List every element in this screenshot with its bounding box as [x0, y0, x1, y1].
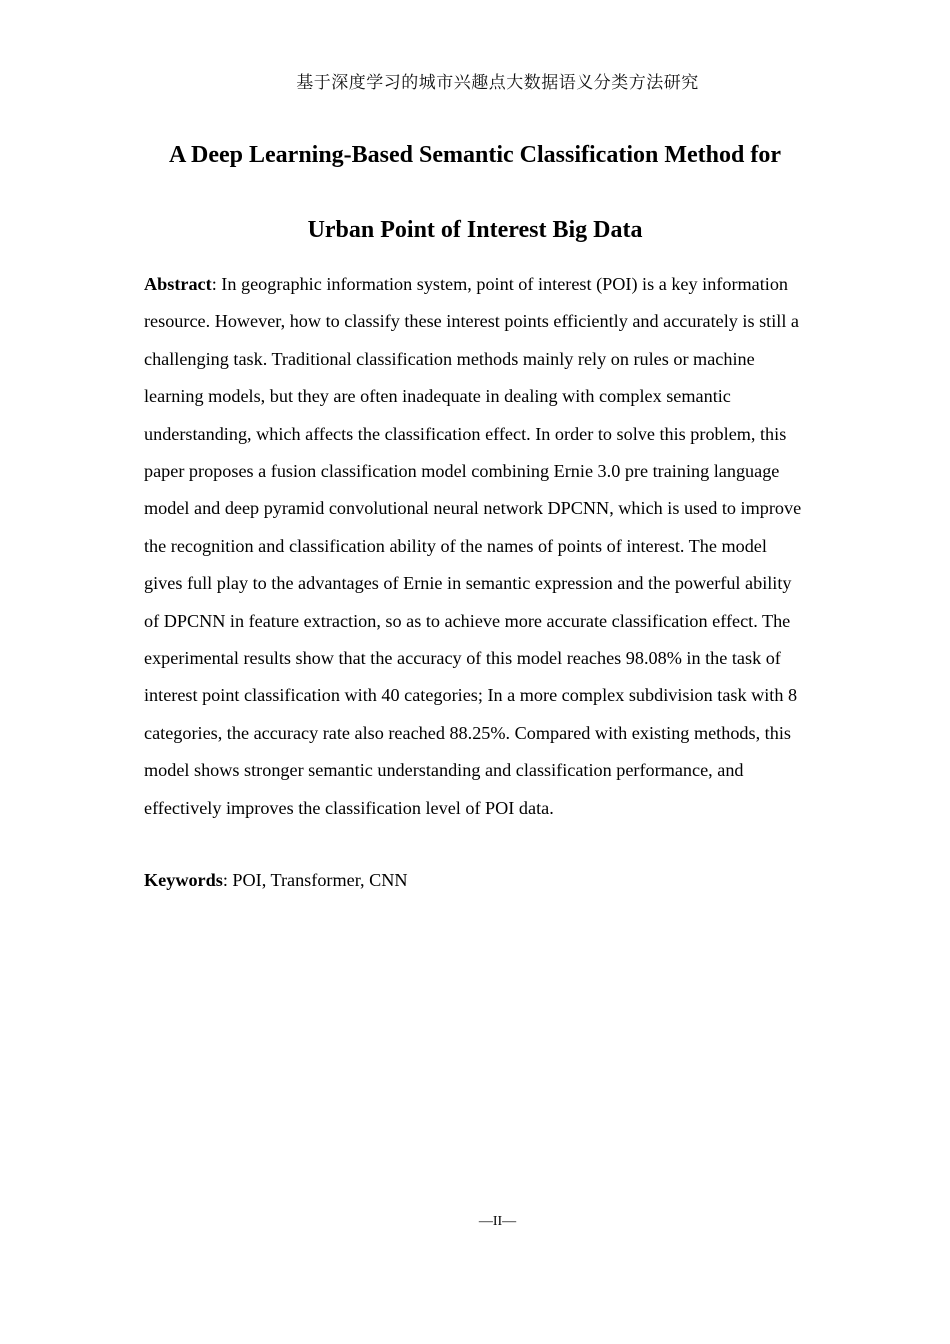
paper-title	[100, 118, 850, 268]
keywords-label: Keywords	[144, 870, 223, 890]
keywords-text: POI, Transformer, CNN	[232, 870, 408, 890]
running-header: 基于深度学习的城市兴趣点大数据语义分类方法研究	[296, 73, 699, 93]
paper-title-line-1: A Deep Learning-Based Semantic Classification Method for	[169, 142, 781, 168]
keywords-separator: :	[222, 870, 233, 890]
abstract-paragraph	[144, 266, 808, 827]
page-number: —II—	[478, 1214, 517, 1229]
keywords-paragraph	[144, 866, 808, 894]
abstract-separator: :	[211, 274, 222, 294]
paper-title-line-2: Urban Point of Interest Big Data	[307, 217, 643, 243]
abstract-label: Abstract	[144, 274, 212, 294]
abstract-text: In geographic information system, point of interest (POI) is a key information resource. However, how to classify these interest points efficiently and accurately is still a challenging task. Traditional classification methods mainly rely on rules or machine learning models, but they are often inadequate in dealing with complex semantic understanding, which affects the classification effect. In order to solve this problem, this paper proposes a fusion classification model combining Ernie 3.0 pre training language model and deep pyramid convolutional neural network DPCNN, which is used to improve the recognition and classification ability of the names of points of interest. The model gives full play to the advantages of Ernie in semantic expression and the powerful ability of DPCNN in feature extraction, so as to achieve more accurate classification effect. The experimental results show that the accuracy of this model reaches 98.08% in the task of interest point classification with 40 categories; In a more complex subdivision task with 8 categories, the accuracy rate also reached 88.25%. Compared with existing methods, this model shows stronger semantic understanding and classification performance, and effectively improves the classification level of POI data.	[144, 274, 802, 818]
